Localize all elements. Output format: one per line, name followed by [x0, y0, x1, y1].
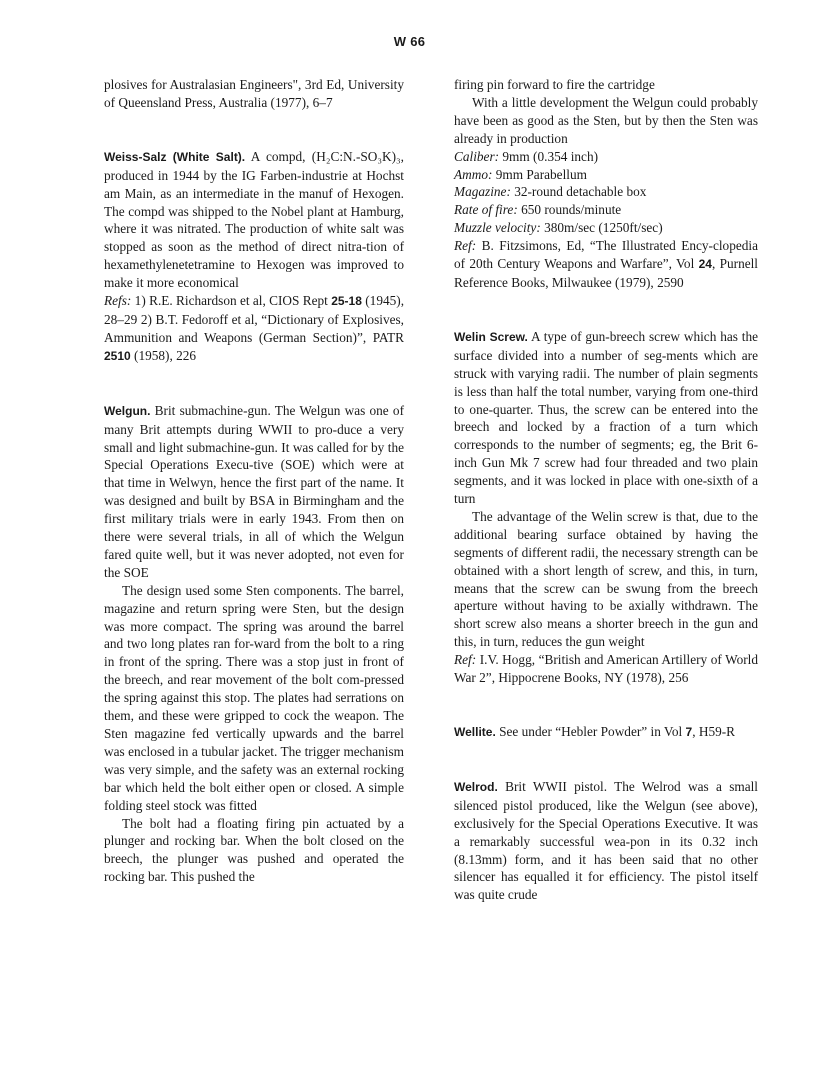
entry-ref [454, 651, 758, 687]
continuation-text: plosives for Australasian Engineers", 3rd Ed, University of Queensland Press, Australia (1977), 6–7 [104, 77, 404, 110]
entry-body: , H59-R [692, 724, 736, 739]
entry-welrod [454, 778, 758, 904]
entry-paragraph: The design used some Sten components. The barrel, magazine and return spring were Sten, but the design was more compact. The spring was around the barrel and two long plates ran for-ward from the bolt to a ring in front of the spring. There was a stop just in front of the breech, and rear movement of the bolt com-pressed the spring against this stop. The plates had serrations on them, and these were gripped to cock the weapon. The Sten magazine fed vertically upwards and the barrel was enclosed in a tubular jacket. The trigger mechanism was very simple, and the safety was an external rocking bar which held the bolt either open or closed. A simple folding steel stock was fitted [104, 582, 404, 813]
entry-term: Welgun. [104, 403, 151, 418]
spec-line: Magazine: 32-round detachable box [454, 184, 647, 200]
entry-weiss-salz [104, 148, 404, 292]
refs-patr-number: 2510 [104, 348, 131, 363]
spec-line: Rate of fire: 650 rounds/minute [454, 202, 622, 218]
entry-welgun [104, 402, 404, 582]
entry-ref [454, 237, 758, 292]
spec-line: Muzzle velocity: 380m/sec (1250ft/sec) [454, 220, 663, 236]
entry-paragraph: With a little development the Welgun could probably have been as good as the Sten, but by then the Sten was already in production [454, 94, 758, 146]
entry-paragraph: The advantage of the Welin screw is that, due to the additional bearing surface obtained by having the segments of different radii, the necessary strength can be obtained with a short length of screw, and this, in turn, means that the screw can be swung from the breech aperture without having to be axially withdrawn. The short screw also means a shorter breech in the gun and this, in turn, reduces the gun weight [454, 508, 758, 650]
entry-term: Wellite. [454, 725, 496, 739]
refs-text: (1958), 226 [134, 347, 197, 363]
entry-wellite [454, 723, 758, 742]
spec-line: Caliber: 9mm (0.354 inch) [454, 148, 599, 164]
entry-term: Welin Screw. [454, 329, 528, 344]
ref-volume: 24 [698, 257, 712, 272]
entry-paragraph: The bolt had a floating firing pin actuated by a plunger and rocking bar. When the bolt closed on the breech, the plunger was pushed and operated the rocking bar. This pushed the [104, 815, 404, 885]
refs-text: 1) R.E. Richardson et al, CIOS Rept [134, 293, 328, 309]
ref-text: , Purnell Reference Books, Milwaukee (1979), 2590 [454, 256, 759, 290]
ref-text: B. Fitzsimons, Ed, “The Illustrated Ency-clopedia of 20th Century Weapons and Warfare”, Vol [454, 238, 759, 272]
entry-welin-screw [454, 328, 758, 508]
entry-body: See under “Hebler Powder” in Vol [499, 724, 683, 739]
left-column [104, 76, 404, 886]
welgun-specs [454, 148, 758, 238]
page-number: W 66 [393, 34, 426, 49]
entry-body: Brit WWII pistol. The Welrod was a small silenced pistol produced, like the Welgun (see above), exclusively for the Special Operations Executive. It was a remarkably successful wea-pon in its 0.32 inch (8.13mm) form, and it has been said that no other silencer has equalled it for efficiency. The pistol itself was quite crude [454, 778, 759, 903]
refs-label: Refs: [104, 293, 132, 309]
entry-term: Weiss-Salz (White Salt). [104, 149, 246, 164]
refs-report-number: 25-18 [331, 294, 362, 309]
entry-body: A type of gun-breech screw which has the surface divided into a number of seg-ments which are struck with varying radii. The number of plain segments is less than half the total number, varying from one-third to one-quarter. Thus, the screw can be entered into the breech and locked by a fraction of a turn which corresponds to the number of segments; eg, the Brit 6-inch Gun Mk 7 screw had four threaded and two plain segments, and it was locked in place with one-sixth of a turn [454, 328, 759, 507]
refs-text: (1945), 28–29 2) B.T. Fedoroff et al, “Dictionary of Explosives, Ammunition and Weapons (German Section)”, PATR [104, 293, 405, 345]
right-column [454, 76, 758, 904]
entry-term: Welrod. [454, 779, 498, 794]
entry-body: A compd, (H₂C:N.-SO₃K)₃, produced in 1944 by the IG Farben-industrie at Hochst am Main, as an intermediate in the manuf of Hexogen. The compd was shipped to the Nobel plant at Hamburg, where it was nitrated. The production of white salt was stopped as soon as the method of direct nitra-tion of hexamethylenetetramine to Hexogen was improved to make it more economical [104, 148, 404, 291]
spec-line: Ammo: 9mm Parabellum [454, 166, 587, 182]
ref-label: Ref: [454, 652, 477, 668]
entry-refs [104, 292, 404, 366]
welgun-continuation: firing pin forward to fire the cartridge [454, 77, 655, 92]
entry-volume: 7 [685, 725, 693, 739]
ref-label: Ref: [454, 238, 477, 254]
ref-text: I.V. Hogg, “British and American Artillery of World War 2”, Hippocrene Books, NY (1978), 256 [454, 652, 758, 686]
entry-body: Brit submachine-gun. The Welgun was one of many Brit attempts during WWII to pro-duce a very small and light submachine-gun. It was called for by the Special Operations Execu-tive (SOE) which were at that time in Welwyn, hence the first part of the name. It was designed and built by BSA in Birmingham and the first military trials were in early 1943. From then on there were several trials, in all of which the Welgun fared quite well, but it was never adopted, not even for the SOE [104, 402, 405, 580]
